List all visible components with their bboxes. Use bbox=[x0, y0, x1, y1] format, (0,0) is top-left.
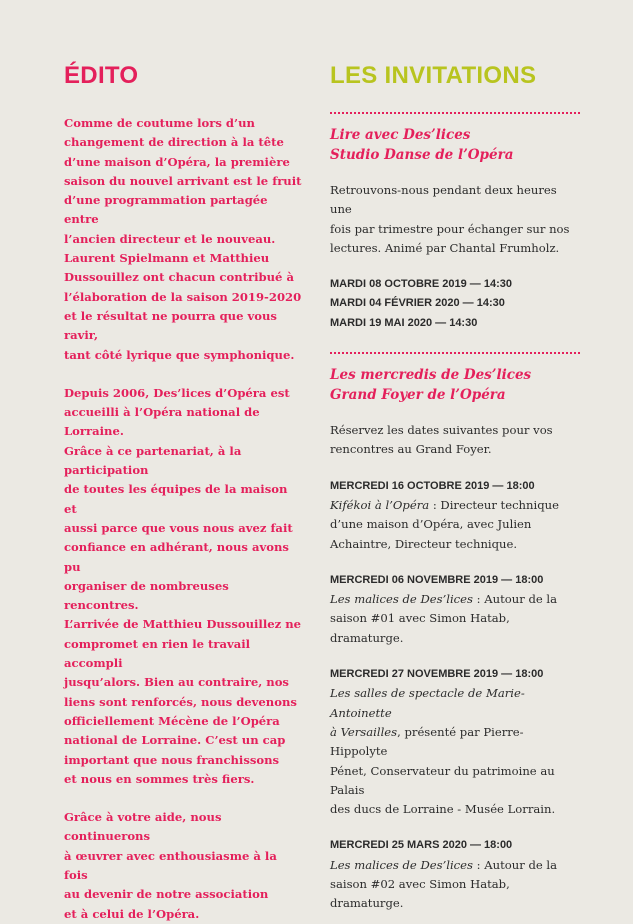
event-title: Les malices de Des’lices bbox=[330, 857, 473, 872]
event-title: Les malices de Des’lices bbox=[330, 592, 473, 607]
event-description bbox=[330, 496, 580, 554]
invitations-title: LES INVITATIONS bbox=[330, 62, 537, 89]
event-date: MARDI 08 OCTOBRE 2019 — 14:30 bbox=[330, 278, 512, 291]
event-description bbox=[330, 590, 580, 648]
event-title: Les salles de spectacle de Marie-Antoinette à Versailles bbox=[330, 686, 525, 739]
event-item bbox=[330, 571, 580, 648]
event-details: , présenté par Pierre-Hippolyte Pénet, Conservateur du patrimoine au Palais des ducs de Lorraine - Musée Lorrain. bbox=[330, 724, 556, 817]
event-date: MERCREDI 06 NOVEMBRE 2019 — 18:00 bbox=[330, 573, 544, 586]
section-intro-mercredis: Réservez les dates suivantes pour vos rencontres au Grand Foyer. bbox=[330, 423, 553, 457]
edito-paragraph-3: Grâce à votre aide, nous continuerons à œuvrer avec enthousiasme à la fois au devenir de notre association et à celui de l’Opéra. bbox=[64, 810, 277, 921]
event-date: MERCREDI 25 MARS 2020 — 18:00 bbox=[330, 839, 513, 852]
event-date: MARDI 04 FÉVRIER 2020 — 14:30 bbox=[330, 297, 505, 310]
event-item bbox=[330, 477, 580, 554]
invitations-column bbox=[330, 62, 580, 914]
event-description bbox=[330, 684, 580, 819]
edito-paragraph-2: Depuis 2006, Des’lices d’Opéra est accueilli à l’Opéra national de Lorraine. Grâce à ce partenariat, à la participation de toutes les équipes de la maison et aussi parce que vous nous avez fait confiance en adhérant, nous avons pu organiser de nombreuses rencontres. L’arrivée de Matthieu Dussouillez ne compromet en rien le travail accompli jusqu’alors. Bien au contraire, nos liens sont renforcés, nous devenons officiellement Mécène de l’Opéra national de Lorraine. C’est un cap important que nous franchissons et nous en sommes très fiers. bbox=[64, 385, 302, 786]
section-title-lire: Lire avec Des’lices Studio Danse de l’Opéra bbox=[330, 127, 514, 163]
event-date: MARDI 19 MAI 2020 — 14:30 bbox=[330, 316, 478, 329]
edito-title: ÉDITO bbox=[64, 62, 139, 89]
event-title: Kifékoi à l’Opéra bbox=[330, 497, 430, 512]
event-description bbox=[330, 856, 580, 914]
event-item bbox=[330, 836, 580, 913]
event-details: : Autour de la saison #01 avec Simon Hatab, dramaturge. bbox=[330, 592, 558, 645]
event-details: : Directeur technique d’une maison d’Opéra, avec Julien Achaintre, Directeur technique. bbox=[330, 497, 559, 551]
section-intro-lire: Retrouvons-nous pendant deux heures une fois par trimestre pour échanger sur nos lectures. Animé par Chantal Frumholz. bbox=[330, 183, 570, 255]
event-date: MERCREDI 27 NOVEMBRE 2019 — 18:00 bbox=[330, 668, 544, 681]
event-details: : Autour de la saison #02 avec Simon Hatab, dramaturge. bbox=[330, 857, 558, 911]
edito-column bbox=[64, 62, 304, 924]
edito-paragraph-1: Comme de coutume lors d’un changement de direction à la tête d’une maison d’Opéra, la première saison du nouvel arrivant est le fruit d’une programmation partagée entre l’ancien directeur et le nouveau. Laurent Spielmann et Matthieu Dussouillez ont chacun contribué à l’élaboration de la saison 2019-2020 et le résultat ne pourra que vous ravir, tant côté lyrique que symphonique. bbox=[64, 116, 302, 362]
event-date: MERCREDI 16 OCTOBRE 2019 — 18:00 bbox=[330, 479, 535, 492]
section-title-mercredis: Les mercredis de Des’lices Grand Foyer de l’Opéra bbox=[330, 367, 532, 404]
event-item bbox=[330, 665, 580, 819]
